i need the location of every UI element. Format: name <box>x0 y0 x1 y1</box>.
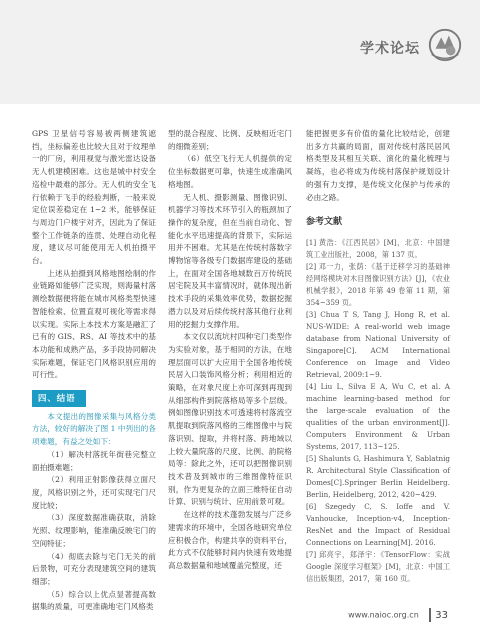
section-label: 学术论坛 <box>360 41 420 57</box>
reference-item: [3] Chua T S, Tang J, Hong R, et al. NUS-WIDE: A real-world web image database from National University of Singapore[C]. ACM International Conference on Image and Video Retrieval, 2009:1~9. <box>306 309 450 379</box>
paragraph: 无人机、摄影测量、图像识别、机器学习等技术环节引入的瓶颈加了操作的复杂度，但在当前自动化、智能化水平迅速提高的背景下，实际运用并不困难。尤其是在传统村落数字博物馆等各级专门数据库建设的基础上，在面对全国各地城数百万传统民居宅院及其丰富情况时，就体现出新技术手段的采集效率优势，数据挖掘潜力以及对后续传统村落其他行业利用的挖掘力支撑作用。 <box>168 192 292 329</box>
list-item: （2）利用正射影像获得立面尺度，风格识别之外，还可实现宅门尺度比较； <box>32 475 156 510</box>
column-right <box>306 128 450 585</box>
highlight-paragraph: 本文提出的图像采集与风格分类方法，较好的解决了图 1 中列出的各项难题，有益之处如下： <box>32 411 156 447</box>
list-item: （3）深度数据准确获取，消除光照、纹理影响，能准确反映宅门的空间特征； <box>32 513 156 548</box>
list-item: （5）综合以上优点显著提高数据集的质量，可更准确地宅门风格类 <box>32 589 156 612</box>
section-heading-conclusion: 四、结语 <box>32 390 86 407</box>
column-left <box>32 128 156 614</box>
footer-divider <box>429 608 430 622</box>
reference-item: [5] Shalunts G, Hashimura Y, Sablatnig R. Architectural Style Classification of Domes[C].Springer Berlin Heidelberg. Berlin, Heidelberg, 2012, 420~429. <box>306 453 450 499</box>
list-item: （4）彻底去除与宅门无关的前后景物，可充分表现建筑空间的建筑细部； <box>32 551 156 586</box>
paragraph: 能把握更多有价值的量化比较结论，创建出多方共赢的局面，面对传统村落民居风格类型及其相互关联、演化的量化梳理与凝练，也必将成为传统村落保护规划设计的强有力支撑，是传统文化保护与传承的必由之路。 <box>306 129 450 202</box>
reference-item: [2] 邓一力，张荫：《基于迁移学习的基础神经网络模块对木目图像识别方法》[J]，《农业机械学报》，2018 年第 49 卷第 11 期，第 354~359 页。 <box>306 261 450 307</box>
journal-logo-icon <box>426 26 464 64</box>
footer-url: www.naioc.org.cn <box>348 610 419 620</box>
reference-item: [1] 黄浩：《江西民居》[M]，北京：中国建筑工业出版社，2008，第 137 页。 <box>306 237 450 259</box>
paragraph: 上述从拍摄到风格地图绘制的作业链路如能够广泛实现，则海量村落测绘数据便将能在城市风格类型快速智能检索、位置直观可视化等需求得以实现。实际上本技术方案是融汇了已有的 GIS、RS、AI 等技术中的基本功能和成熟产品，多手段协同解决实际难题，保证宅门风格识别应用的可行性。 <box>32 268 156 380</box>
reference-item: [4] Liu L, Silva E A, Wu C, et al. A machine learning-based method for the large-scale evaluation of the qualities of the urban environment[J]. Computers Environment & Urban Systems, 2017, 113~125. <box>306 381 450 451</box>
reference-item: [6] Szegedy C, S. Ioffe and V. Vanhoucke, Inception-v4, Inception-ResNet and the Impact of Residual Connections on Learning[M]. 2016. <box>306 501 450 547</box>
paragraph: 型的混合程度、比例、反映相近宅门的细微差别； <box>168 129 292 151</box>
paragraph: GPS 卫星信号容易被两侧建筑遮挡，坐标偏差也比较大且对于纹理单一的厂房，利用视觉与激光雷达设备无人机建模困难。这也是城中村安全巡检中最难的部分。无人机的安全飞行依赖于飞手的经验判断，一般来说定位误差稳定在 1~2 米，能够保证与周边门户楼宇对齐，因此为了保证整个工作链条的连贯、处理自动化程度，建议尽可能使用无人机拍摄平台。 <box>32 129 156 266</box>
column-middle <box>168 128 292 573</box>
list-item: （1）解决村落抚年街巷完整立面拍摄难题； <box>32 449 156 472</box>
paragraph: 本文仅以流坑村四种宅门类型作为实验对象，基于相同的方法，在地理层面可以扩大应用于全国各地传统民居入口装饰风格分析；利用相近的策略，在对象尺度上亦可深到再现到从细部构件到院落格局等多个层级。例如图像识别技术可透速将村落流空肌提取到院落风格的三维图像中与院落识别、提取，并将村落、跨地域以上较大量院落的尺度、比例、韵院格局等：除此之外，还可以把图像识别技术普及到城市的三维图像特征识别，作为更复杂的立面三维特征自动计算、识别与统计、应用前景可观。 <box>168 332 292 507</box>
reference-item: [7] 邱亮宇，郑泽宇：《TensorFlow：实战 Google 深度学习框架》[M]，北京：中国工信出版集团，2017，第 160 页。 <box>306 549 450 583</box>
paragraph: （6）低空飞行无人机提供的定位坐标数据更可靠，快速生成准确风格地图。 <box>168 154 292 189</box>
paragraph: 在这样的技术蓬勃发展与广泛乡建需求的环境中，全国各地研究单位应积极合作，构建共享的资料平台，此方式不仅能够时间内快速有效地提高总数据量和地域覆盖完整度，还 <box>168 510 292 570</box>
page-number: 33 <box>435 609 448 621</box>
references-heading: 参考文献 <box>306 217 343 228</box>
page-footer <box>348 608 448 622</box>
